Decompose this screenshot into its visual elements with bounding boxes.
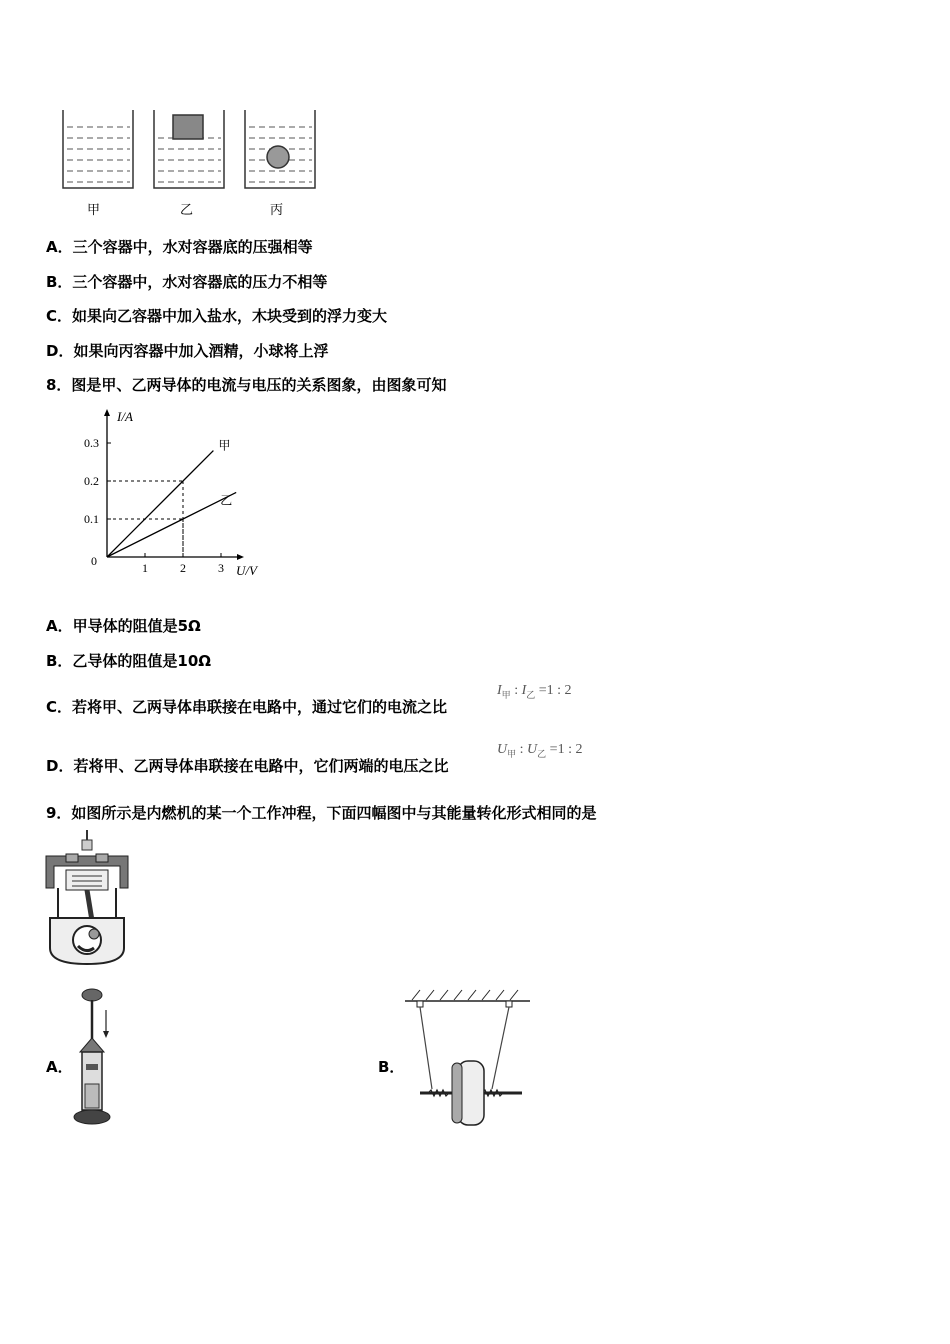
q9-option-b-label: B． xyxy=(378,1058,405,1076)
q7-option-d: D．如果向丙容器中加入酒精，小球将上浮 xyxy=(46,342,329,360)
option-a-pump-diagram xyxy=(68,988,118,1128)
q8-option-c: C．若将甲、乙两导体串联接在电路中，通过它们的电流之比 xyxy=(46,698,448,716)
wood-block xyxy=(173,115,203,139)
q8-stem: 8．图是甲、乙两导体的电流与电压的关系图象，由图象可知 xyxy=(46,376,447,394)
formula-current-ratio xyxy=(497,683,572,701)
ball xyxy=(267,146,289,168)
x-tick-label-1: 2 xyxy=(180,561,186,575)
series-line-0 xyxy=(107,451,213,557)
formula-c-sym1: I xyxy=(497,683,502,698)
container-label-jia: 甲 xyxy=(87,203,101,218)
container-label-bing: 丙 xyxy=(270,203,284,218)
q8-option-a: A．甲导体的阻值是5Ω xyxy=(46,617,201,635)
y-axis-label: I/A xyxy=(117,409,133,424)
formula-d-ratio: =1 : 2 xyxy=(549,742,583,757)
formula-c-sub1: 甲 xyxy=(501,689,511,700)
container-bing xyxy=(245,110,315,188)
formula-d-sep: : xyxy=(519,742,524,757)
q7-option-b: B．三个容器中，水对容器底的压力不相等 xyxy=(46,273,328,291)
y-tick-label-0: 0.1 xyxy=(84,512,99,526)
q9-option-a-label: A． xyxy=(46,1058,73,1076)
container-jia xyxy=(63,110,133,188)
formula-c-sub2: 乙 xyxy=(526,689,536,700)
formula-c-sep: : xyxy=(514,683,519,698)
formula-d-sub2: 乙 xyxy=(537,748,547,759)
x-tick-label-2: 3 xyxy=(218,561,224,575)
formula-d-sub1: 甲 xyxy=(507,748,517,759)
container-yi xyxy=(154,110,224,188)
formula-voltage-ratio xyxy=(497,742,582,760)
engine-diagram xyxy=(42,828,132,968)
formula-d-sym1: U xyxy=(497,742,508,757)
y-tick-label-2: 0.3 xyxy=(84,436,99,450)
formula-c-sym2: I xyxy=(521,683,527,698)
x-tick-label-0: 1 xyxy=(142,561,148,575)
series-line-1 xyxy=(107,492,236,557)
formula-d-sym2: U xyxy=(527,742,538,757)
origin-label: 0 xyxy=(91,554,97,568)
series-label-0: 甲 xyxy=(218,438,231,453)
iv-chart xyxy=(80,405,280,580)
q8-option-d: D．若将甲、乙两导体串联接在电路中，它们两端的电压之比 xyxy=(46,757,449,775)
option-b-rollback-diagram xyxy=(402,985,537,1130)
q7-option-c: C．如果向乙容器中加入盐水，木块受到的浮力变大 xyxy=(46,307,388,325)
y-axis-arrow xyxy=(104,409,110,416)
series-label-1: 乙 xyxy=(220,493,233,508)
formula-c-ratio: =1 : 2 xyxy=(538,683,572,698)
y-tick-label-1: 0.2 xyxy=(84,474,99,488)
q8-option-b: B．乙导体的阻值是10Ω xyxy=(46,652,212,670)
q9-stem: 9．如图所示是内燃机的某一个工作冲程，下面四幅图中与其能量转化形式相同的是 xyxy=(46,804,597,822)
q7-option-a: A．三个容器中，水对容器底的压强相等 xyxy=(46,238,313,256)
x-axis-arrow xyxy=(237,554,244,560)
container-label-yi: 乙 xyxy=(180,203,194,218)
x-axis-label: U/V xyxy=(236,563,257,578)
